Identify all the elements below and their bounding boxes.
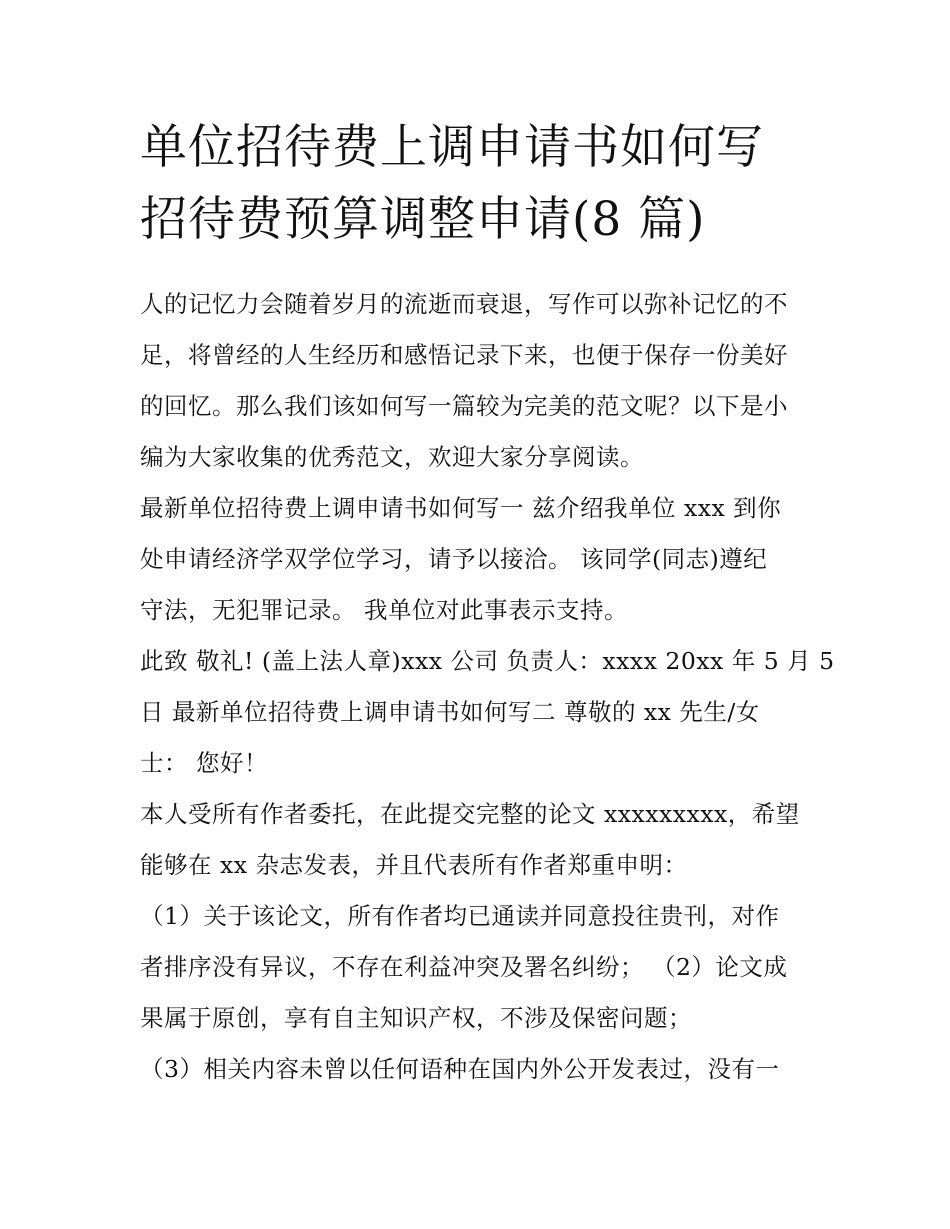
body-line: 人的记忆力会随着岁月的流逝而衰退，写作可以弥补记忆的不 — [140, 290, 788, 318]
document-body — [140, 279, 835, 1095]
body-line: 最新单位招待费上调申请书如何写一 兹介绍我单位 xxx 到你 — [140, 494, 782, 522]
body-line: 处申请经济学双学位学习，请予以接洽。 该同学(同志)遵纪 — [140, 545, 768, 573]
body-line: 本人受所有作者委托，在此提交完整的论文 xxxxxxxxx，希望 — [140, 800, 800, 828]
body-line: 编为大家收集的优秀范文，欢迎大家分享阅读。 — [140, 443, 644, 471]
body-line: 者排序没有异议，不存在利益冲突及署名纠纷； （2）论文成 — [140, 953, 788, 981]
body-line: 能够在 xx 杂志发表，并且代表所有作者郑重申明： — [140, 851, 688, 879]
body-line: 果属于原创，享有自主知识产权，不涉及保密问题； — [140, 1004, 692, 1032]
body-line: （1）关于该论文，所有作者均已通读并同意投往贵刊，对作 — [140, 902, 780, 930]
body-line: （3）相关内容未曾以任何语种在国内外公开发表过，没有一 — [140, 1055, 780, 1083]
body-line: 足，将曾经的人生经历和感悟记录下来，也便于保存一份美好 — [140, 341, 788, 369]
body-line: 守法，无犯罪记录。 我单位对此事表示支持。 — [140, 596, 628, 624]
body-line: 日 最新单位招待费上调申请书如何写二 尊敬的 xx 先生/女 — [140, 698, 760, 726]
document-title — [140, 112, 840, 256]
title-line-1: 单位招待费上调申请书如何写 — [140, 120, 764, 175]
body-line: 此致 敬礼! (盖上法人章)xxx 公司 负责人：xxxx 20xx 年 5 月 5 — [140, 647, 835, 675]
title-line-2: 招待费预算调整申请(8 篇) — [140, 192, 706, 247]
body-line: 的回忆。那么我们该如何写一篇较为完美的范文呢？以下是小 — [140, 392, 788, 420]
body-line: 士： 您好！ — [140, 749, 268, 777]
